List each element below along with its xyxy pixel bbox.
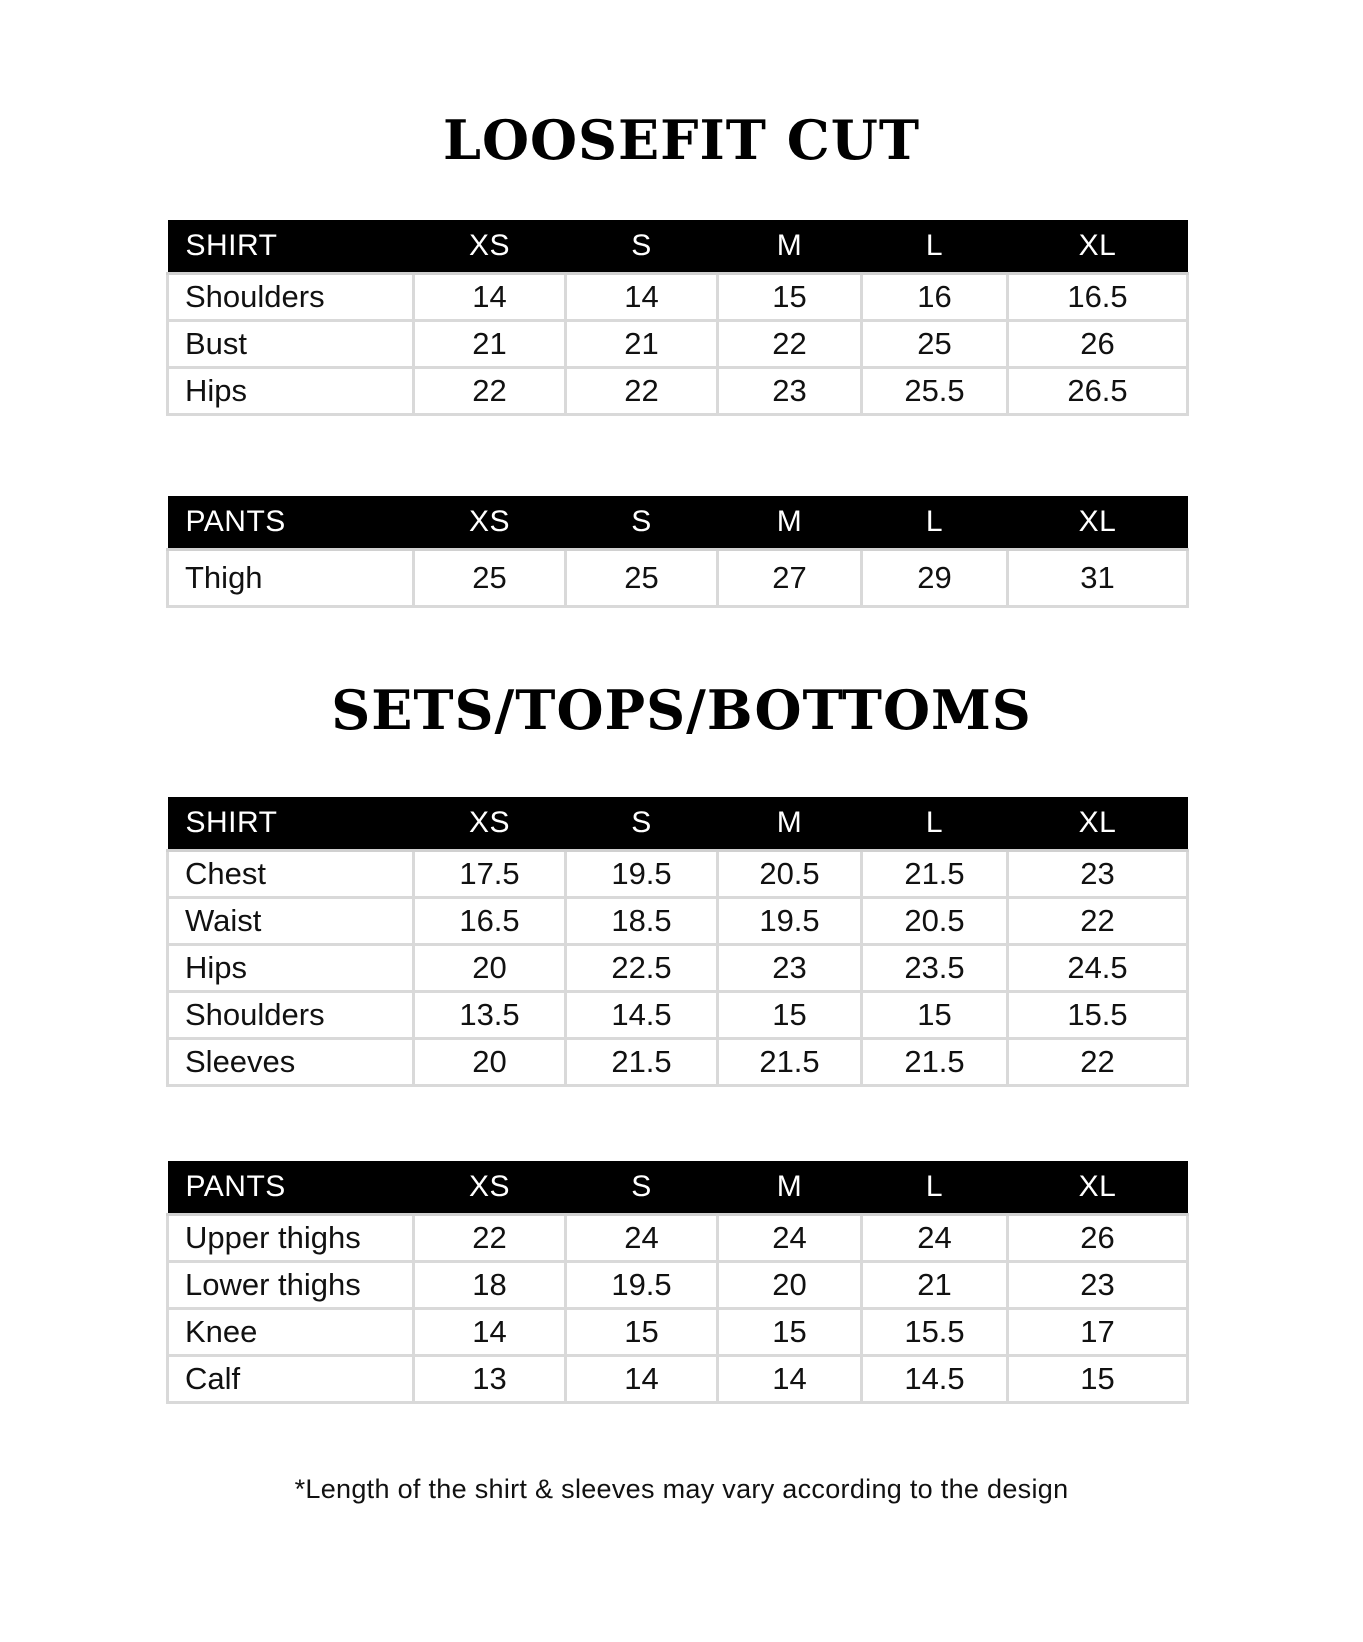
measurement-label: Lower thighs [168, 1262, 414, 1309]
size-header: XS [414, 496, 566, 550]
measurement-value: 13.5 [414, 992, 566, 1039]
table-row [168, 992, 1188, 1039]
table-row [168, 1356, 1188, 1403]
measurement-value: 23 [718, 368, 862, 415]
table-row [168, 851, 1188, 898]
measurement-value: 25 [566, 550, 718, 607]
size-header: XL [1008, 1161, 1188, 1215]
measurement-value: 15 [1008, 1356, 1188, 1403]
table-row [168, 321, 1188, 368]
measurement-value: 19.5 [718, 898, 862, 945]
measurement-value: 22 [718, 321, 862, 368]
table-category-header: PANTS [168, 1161, 414, 1215]
size-header: S [566, 797, 718, 851]
table-row [168, 1262, 1188, 1309]
measurement-value: 20 [414, 1039, 566, 1086]
table-row [168, 550, 1188, 607]
table-category-header: SHIRT [168, 797, 414, 851]
measurement-value: 15 [566, 1309, 718, 1356]
table-category-header: PANTS [168, 496, 414, 550]
measurement-value: 15 [862, 992, 1008, 1039]
measurement-label: Hips [168, 368, 414, 415]
measurement-label: Sleeves [168, 1039, 414, 1086]
measurement-value: 14 [718, 1356, 862, 1403]
measurement-value: 23 [1008, 851, 1188, 898]
measurement-label: Chest [168, 851, 414, 898]
measurement-value: 23 [1008, 1262, 1188, 1309]
table-row [168, 945, 1188, 992]
measurement-value: 14 [566, 274, 718, 321]
measurement-value: 21.5 [566, 1039, 718, 1086]
size-header: S [566, 1161, 718, 1215]
measurement-label: Shoulders [168, 274, 414, 321]
measurement-value: 14 [414, 1309, 566, 1356]
measurement-value: 14 [566, 1356, 718, 1403]
size-header: XL [1008, 220, 1188, 274]
measurement-value: 20.5 [862, 898, 1008, 945]
measurement-value: 26 [1008, 1215, 1188, 1262]
measurement-value: 19.5 [566, 851, 718, 898]
measurement-value: 16 [862, 274, 1008, 321]
table-row [168, 368, 1188, 415]
measurement-value: 15 [718, 1309, 862, 1356]
size-header: L [862, 220, 1008, 274]
section-title-sets-tops-bottoms: SETS/TOPS/BOTTOMS [331, 678, 1032, 742]
measurement-value: 15.5 [862, 1309, 1008, 1356]
size-table-loosefit-pants [166, 496, 1189, 608]
measurement-value: 15 [718, 274, 862, 321]
measurement-value: 21 [566, 321, 718, 368]
measurement-value: 17 [1008, 1309, 1188, 1356]
measurement-label: Knee [168, 1309, 414, 1356]
table-row [168, 1309, 1188, 1356]
measurement-value: 25 [414, 550, 566, 607]
measurement-value: 19.5 [566, 1262, 718, 1309]
measurement-label: Upper thighs [168, 1215, 414, 1262]
size-table-sets-shirt [166, 797, 1189, 1087]
table-row [168, 898, 1188, 945]
size-header: M [718, 1161, 862, 1215]
measurement-value: 21.5 [862, 851, 1008, 898]
measurement-value: 31 [1008, 550, 1188, 607]
measurement-value: 16.5 [414, 898, 566, 945]
measurement-value: 18.5 [566, 898, 718, 945]
measurement-label: Hips [168, 945, 414, 992]
size-header: L [862, 797, 1008, 851]
measurement-value: 24 [566, 1215, 718, 1262]
measurement-value: 21.5 [862, 1039, 1008, 1086]
measurement-value: 26 [1008, 321, 1188, 368]
measurement-label: Shoulders [168, 992, 414, 1039]
section-title-loosefit: LOOSEFIT CUT [442, 108, 921, 172]
measurement-value: 14.5 [566, 992, 718, 1039]
size-header: XL [1008, 797, 1188, 851]
table-header-row [168, 797, 1188, 851]
measurement-value: 17.5 [414, 851, 566, 898]
measurement-label: Calf [168, 1356, 414, 1403]
measurement-value: 22 [1008, 1039, 1188, 1086]
measurement-value: 18 [414, 1262, 566, 1309]
measurement-value: 23.5 [862, 945, 1008, 992]
measurement-value: 15.5 [1008, 992, 1188, 1039]
size-header: XS [414, 797, 566, 851]
measurement-value: 22 [414, 1215, 566, 1262]
measurement-value: 14 [414, 274, 566, 321]
measurement-label: Thigh [168, 550, 414, 607]
table-row [168, 1039, 1188, 1086]
size-table-sets-pants [166, 1161, 1189, 1404]
size-header: S [566, 496, 718, 550]
measurement-value: 27 [718, 550, 862, 607]
measurement-label: Waist [168, 898, 414, 945]
measurement-value: 23 [718, 945, 862, 992]
measurement-value: 21.5 [718, 1039, 862, 1086]
size-header: XS [414, 1161, 566, 1215]
size-header: M [718, 220, 862, 274]
measurement-value: 20.5 [718, 851, 862, 898]
size-header: M [718, 797, 862, 851]
size-header: S [566, 220, 718, 274]
measurement-value: 22 [566, 368, 718, 415]
measurement-value: 22.5 [566, 945, 718, 992]
size-header: L [862, 496, 1008, 550]
table-header-row [168, 496, 1188, 550]
measurement-value: 22 [414, 368, 566, 415]
size-header: M [718, 496, 862, 550]
measurement-value: 24 [862, 1215, 1008, 1262]
measurement-value: 24.5 [1008, 945, 1188, 992]
measurement-value: 13 [414, 1356, 566, 1403]
measurement-value: 21 [862, 1262, 1008, 1309]
measurement-value: 25 [862, 321, 1008, 368]
measurement-value: 22 [1008, 898, 1188, 945]
size-header: XL [1008, 496, 1188, 550]
measurement-value: 29 [862, 550, 1008, 607]
size-header: XS [414, 220, 566, 274]
measurement-value: 26.5 [1008, 368, 1188, 415]
measurement-value: 14.5 [862, 1356, 1008, 1403]
measurement-value: 16.5 [1008, 274, 1188, 321]
measurement-value: 20 [718, 1262, 862, 1309]
measurement-label: Bust [168, 321, 414, 368]
size-header: L [862, 1161, 1008, 1215]
table-header-row [168, 1161, 1188, 1215]
measurement-value: 24 [718, 1215, 862, 1262]
table-category-header: SHIRT [168, 220, 414, 274]
footnote: *Length of the shirt & sleeves may vary according to the design [294, 1474, 1069, 1504]
table-row [168, 274, 1188, 321]
size-table-loosefit-shirt [166, 220, 1189, 416]
measurement-value: 25.5 [862, 368, 1008, 415]
table-row [168, 1215, 1188, 1262]
measurement-value: 15 [718, 992, 862, 1039]
measurement-value: 21 [414, 321, 566, 368]
table-header-row [168, 220, 1188, 274]
measurement-value: 20 [414, 945, 566, 992]
